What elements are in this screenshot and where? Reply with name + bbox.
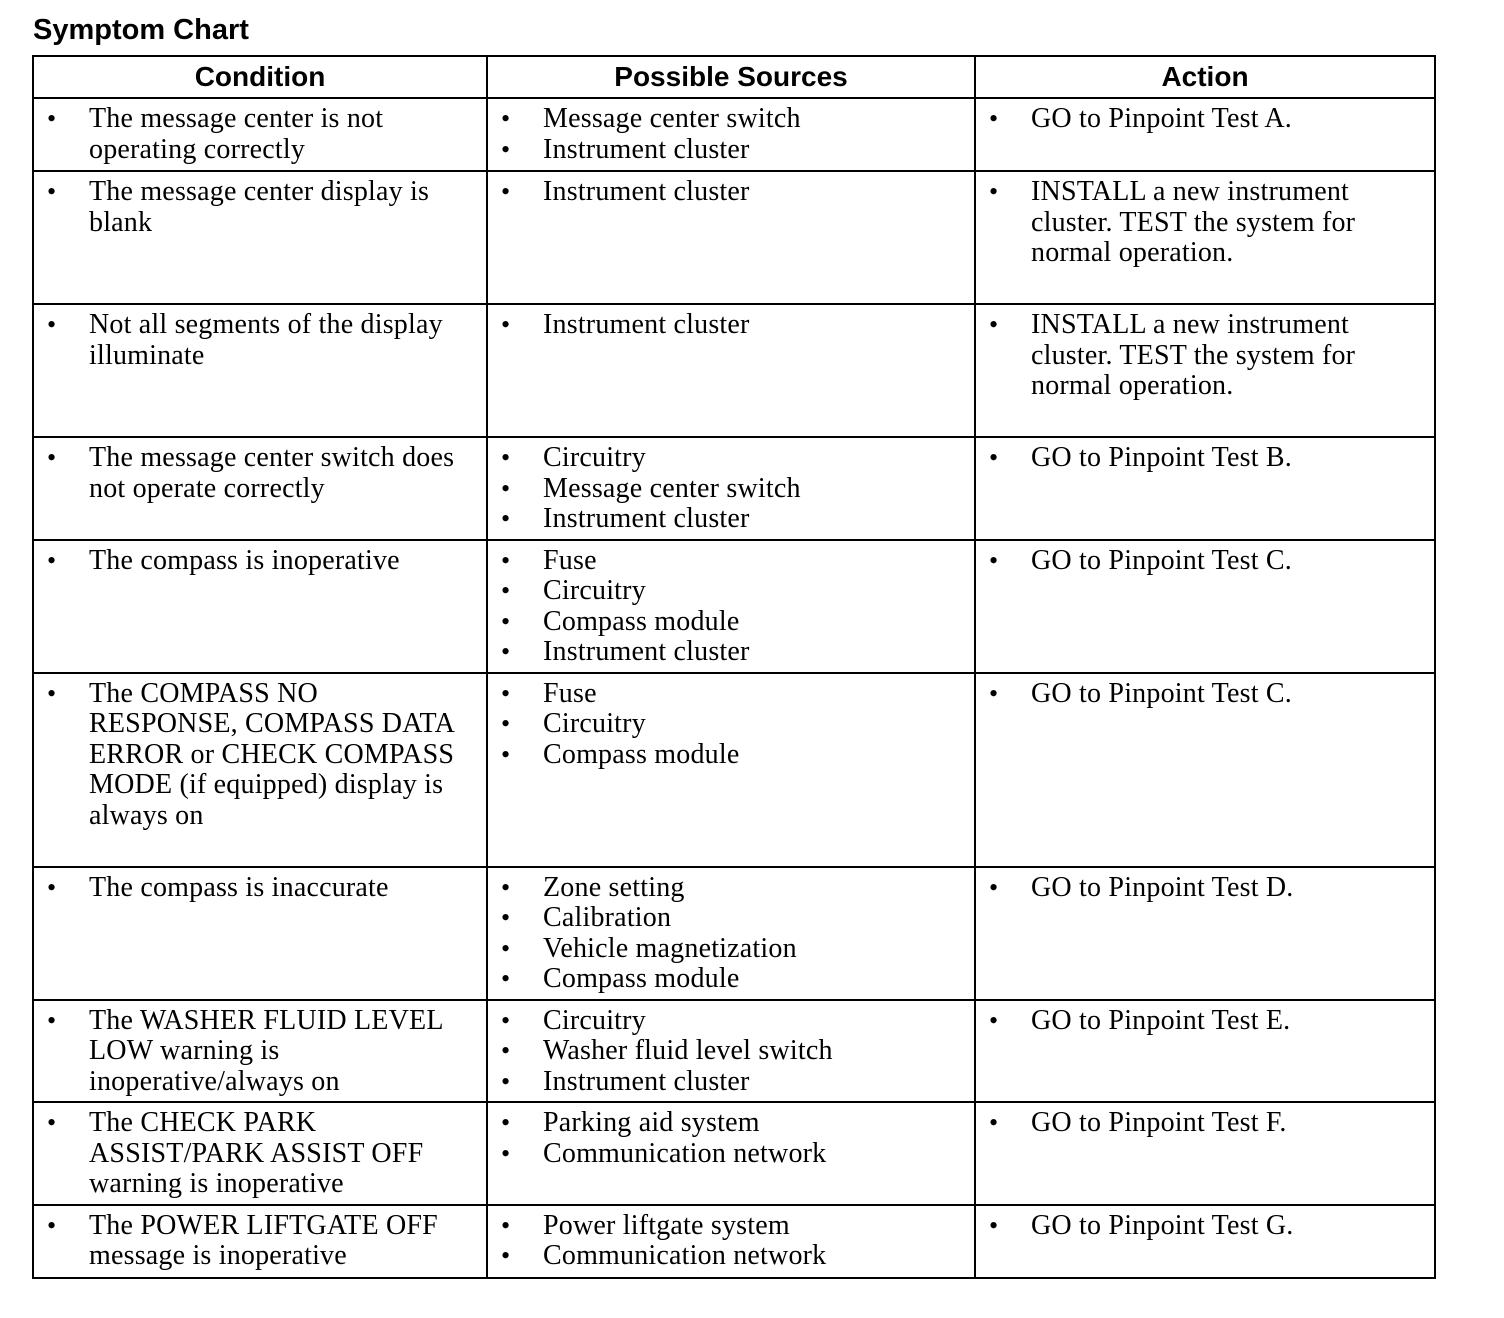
bullet-icon: • — [989, 104, 999, 133]
bullet-icon: • — [501, 473, 511, 503]
list-item-text: The POWER LIFTGATE OFF message is inoperative — [89, 1209, 438, 1271]
bullet-icon: • — [47, 310, 57, 339]
list-item-text: Instrument cluster — [543, 1065, 750, 1097]
bullet-icon: • — [47, 545, 57, 575]
list-item-text: Fuse — [543, 677, 597, 709]
list-item-text: GO to Pinpoint Test C. — [1031, 677, 1292, 709]
bullet-icon: • — [501, 310, 511, 339]
list-item-text: The WASHER FLUID LEVEL LOW warning is inoperative/always on — [89, 1004, 443, 1097]
condition-cell — [33, 673, 487, 867]
list-item — [488, 1006, 974, 1037]
bullet-icon: • — [501, 1066, 511, 1096]
bullet-icon: • — [501, 739, 511, 769]
list-item-text: The compass is inaccurate — [89, 871, 389, 903]
action-cell — [975, 437, 1435, 540]
action-list — [976, 1006, 1434, 1037]
possible-sources-cell — [487, 540, 975, 673]
bullet-icon: • — [501, 134, 511, 164]
list-item-text: GO to Pinpoint Test F. — [1031, 1107, 1287, 1138]
table-row — [33, 1205, 1435, 1278]
sources-list — [488, 310, 974, 341]
list-item-text: Parking aid system — [543, 1107, 760, 1138]
table-row — [33, 1000, 1435, 1103]
condition-list — [34, 104, 486, 165]
bullet-icon: • — [501, 504, 511, 533]
bullet-icon: • — [47, 678, 57, 708]
list-item — [34, 310, 486, 371]
list-item — [488, 1067, 974, 1098]
bullet-icon: • — [501, 637, 511, 666]
list-item — [976, 177, 1434, 269]
condition-list — [34, 310, 486, 371]
list-item-text: Instrument cluster — [543, 133, 750, 165]
bullet-icon: • — [989, 1005, 999, 1035]
list-item-text: GO to Pinpoint Test A. — [1031, 103, 1292, 134]
action-list — [976, 873, 1434, 904]
list-item-text: Circuitry — [543, 575, 646, 606]
condition-list — [34, 1006, 486, 1098]
condition-cell — [33, 1102, 487, 1205]
condition-cell — [33, 1205, 487, 1278]
action-cell — [975, 867, 1435, 1000]
sources-list — [488, 546, 974, 668]
list-item — [488, 1139, 974, 1170]
sources-list — [488, 1211, 974, 1272]
list-item — [488, 740, 974, 771]
action-cell — [975, 540, 1435, 673]
sources-list — [488, 873, 974, 995]
list-item-text: Message center switch — [543, 103, 801, 134]
list-item — [976, 443, 1434, 474]
list-item-text: GO to Pinpoint Test C. — [1031, 544, 1292, 576]
list-item — [34, 1006, 486, 1098]
condition-cell — [33, 304, 487, 437]
bullet-icon: • — [501, 1241, 511, 1270]
sources-list — [488, 679, 974, 771]
condition-list — [34, 177, 486, 238]
list-item-text: Calibration — [543, 902, 672, 933]
action-list — [976, 104, 1434, 135]
list-item-text: The CHECK PARK ASSIST/PARK ASSIST OFF warning is inoperative — [89, 1107, 424, 1199]
list-item-text: Message center switch — [543, 472, 801, 504]
list-item — [488, 1036, 974, 1067]
list-item-text: Instrument cluster — [543, 503, 750, 534]
bullet-icon: • — [989, 872, 999, 902]
list-item — [488, 546, 974, 577]
list-item-text: INSTALL a new instrument cluster. TEST the system for normal operation. — [1031, 309, 1356, 401]
list-item-text: The COMPASS NO RESPONSE, COMPASS DATA ERROR or CHECK COMPASS MODE (if equipped) display is always on — [89, 677, 455, 831]
bullet-icon: • — [47, 1210, 57, 1240]
bullet-icon: • — [501, 606, 511, 636]
action-list — [976, 546, 1434, 577]
table-row — [33, 437, 1435, 540]
condition-list — [34, 443, 486, 504]
bullet-icon: • — [47, 177, 57, 206]
list-item-text: Instrument cluster — [543, 309, 750, 340]
list-item-text: Communication network — [543, 1137, 827, 1169]
list-item — [488, 637, 974, 668]
possible-sources-cell — [487, 867, 975, 1000]
bullet-icon: • — [989, 310, 999, 339]
bullet-icon: • — [989, 678, 999, 708]
condition-cell — [33, 540, 487, 673]
bullet-icon: • — [47, 104, 57, 133]
symptom-chart-table — [32, 55, 1436, 1279]
list-item-text: The message center display is blank — [89, 176, 430, 238]
table-row — [33, 673, 1435, 867]
bullet-icon: • — [501, 1005, 511, 1035]
list-item — [488, 679, 974, 710]
possible-sources-cell — [487, 98, 975, 171]
list-item — [976, 873, 1434, 904]
list-item — [488, 873, 974, 904]
bullet-icon: • — [501, 1210, 511, 1240]
bullet-icon: • — [501, 964, 511, 993]
table-header — [33, 56, 1435, 98]
possible-sources-cell — [487, 304, 975, 437]
list-item — [488, 310, 974, 341]
list-item — [488, 135, 974, 166]
list-item — [488, 474, 974, 505]
bullet-icon: • — [501, 576, 511, 605]
list-item-text: Circuitry — [543, 442, 646, 473]
list-item — [488, 504, 974, 535]
list-item — [976, 310, 1434, 402]
list-item-text: INSTALL a new instrument cluster. TEST the system for normal operation. — [1031, 176, 1356, 268]
bullet-icon: • — [501, 872, 511, 902]
list-item-text: Instrument cluster — [543, 176, 750, 207]
list-item-text: GO to Pinpoint Test E. — [1031, 1004, 1291, 1036]
list-item-text: GO to Pinpoint Test G. — [1031, 1209, 1294, 1241]
bullet-icon: • — [501, 1108, 511, 1137]
list-item — [976, 1108, 1434, 1139]
list-item-text: The message center switch does not operate correctly — [89, 442, 455, 504]
list-item — [976, 1211, 1434, 1242]
bullet-icon: • — [989, 1108, 999, 1137]
bullet-icon: • — [47, 1108, 57, 1137]
list-item — [488, 903, 974, 934]
page-title: Symptom Chart — [33, 14, 249, 46]
table-row — [33, 304, 1435, 437]
list-item-text: Communication network — [543, 1240, 827, 1271]
table-row — [33, 1102, 1435, 1205]
header-possible-sources: Possible Sources — [487, 56, 975, 98]
action-list — [976, 177, 1434, 269]
table-row — [33, 171, 1435, 304]
bullet-icon: • — [501, 1138, 511, 1168]
bullet-icon: • — [47, 443, 57, 472]
list-item — [34, 873, 486, 904]
list-item-text: Instrument cluster — [543, 636, 750, 667]
list-item — [488, 1241, 974, 1272]
bullet-icon: • — [989, 545, 999, 575]
list-item-text: Zone setting — [543, 871, 685, 903]
sources-list — [488, 443, 974, 535]
list-item — [34, 1211, 486, 1272]
action-list — [976, 443, 1434, 474]
list-item-text: The message center is not operating correctly — [89, 103, 384, 165]
condition-cell — [33, 1000, 487, 1103]
condition-cell — [33, 171, 487, 304]
list-item — [34, 443, 486, 504]
list-item — [34, 177, 486, 238]
action-cell — [975, 171, 1435, 304]
list-item — [976, 104, 1434, 135]
bullet-icon: • — [501, 1036, 511, 1065]
condition-cell — [33, 867, 487, 1000]
header-row — [33, 56, 1435, 98]
list-item — [488, 177, 974, 208]
action-list — [976, 679, 1434, 710]
bullet-icon: • — [47, 872, 57, 902]
possible-sources-cell — [487, 673, 975, 867]
possible-sources-cell — [487, 1102, 975, 1205]
list-item-text: Fuse — [543, 544, 597, 576]
table-row — [33, 867, 1435, 1000]
list-item-text: Compass module — [543, 963, 740, 994]
header-condition: Condition — [33, 56, 487, 98]
list-item — [488, 1108, 974, 1139]
action-cell — [975, 673, 1435, 867]
bullet-icon: • — [501, 933, 511, 963]
table-row — [33, 98, 1435, 171]
action-list — [976, 1211, 1434, 1242]
list-item — [488, 443, 974, 474]
sources-list — [488, 177, 974, 208]
action-list — [976, 1108, 1434, 1139]
condition-list — [34, 679, 486, 832]
list-item-text: Circuitry — [543, 1004, 646, 1036]
condition-list — [34, 546, 486, 577]
list-item — [488, 104, 974, 135]
sources-list — [488, 104, 974, 165]
list-item — [976, 679, 1434, 710]
condition-cell — [33, 98, 487, 171]
list-item — [34, 1108, 486, 1200]
bullet-icon: • — [47, 1005, 57, 1035]
action-cell — [975, 1102, 1435, 1205]
sources-list — [488, 1006, 974, 1098]
list-item — [488, 934, 974, 965]
table-row — [33, 540, 1435, 673]
action-cell — [975, 98, 1435, 171]
bullet-icon: • — [989, 443, 999, 472]
list-item — [976, 1006, 1434, 1037]
possible-sources-cell — [487, 1205, 975, 1278]
condition-cell — [33, 437, 487, 540]
list-item-text: Compass module — [543, 738, 740, 770]
list-item-text: Washer fluid level switch — [543, 1035, 833, 1066]
condition-list — [34, 873, 486, 904]
action-cell — [975, 1000, 1435, 1103]
possible-sources-cell — [487, 171, 975, 304]
list-item-text: GO to Pinpoint Test D. — [1031, 871, 1294, 903]
list-item-text: Compass module — [543, 605, 740, 637]
action-cell — [975, 1205, 1435, 1278]
action-list — [976, 310, 1434, 402]
bullet-icon: • — [501, 709, 511, 738]
list-item — [488, 576, 974, 607]
possible-sources-cell — [487, 437, 975, 540]
bullet-icon: • — [989, 177, 999, 206]
bullet-icon: • — [501, 177, 511, 206]
bullet-icon: • — [501, 678, 511, 708]
list-item-text: GO to Pinpoint Test B. — [1031, 442, 1292, 473]
list-item-text: Vehicle magnetization — [543, 932, 797, 964]
list-item — [34, 104, 486, 165]
bullet-icon: • — [501, 443, 511, 472]
list-item-text: Not all segments of the display illuminate — [89, 309, 443, 371]
list-item-text: Power liftgate system — [543, 1209, 790, 1241]
list-item-text: Circuitry — [543, 708, 646, 739]
list-item — [976, 546, 1434, 577]
possible-sources-cell — [487, 1000, 975, 1103]
list-item-text: The compass is inoperative — [89, 544, 400, 576]
sources-list — [488, 1108, 974, 1169]
action-cell — [975, 304, 1435, 437]
condition-list — [34, 1108, 486, 1200]
bullet-icon: • — [501, 903, 511, 932]
header-action: Action — [975, 56, 1435, 98]
bullet-icon: • — [989, 1210, 999, 1240]
list-item — [488, 964, 974, 995]
table-body — [33, 98, 1435, 1278]
list-item — [34, 546, 486, 577]
list-item — [34, 679, 486, 832]
list-item — [488, 1211, 974, 1242]
list-item — [488, 709, 974, 740]
bullet-icon: • — [501, 545, 511, 575]
list-item — [488, 607, 974, 638]
bullet-icon: • — [501, 104, 511, 133]
condition-list — [34, 1211, 486, 1272]
